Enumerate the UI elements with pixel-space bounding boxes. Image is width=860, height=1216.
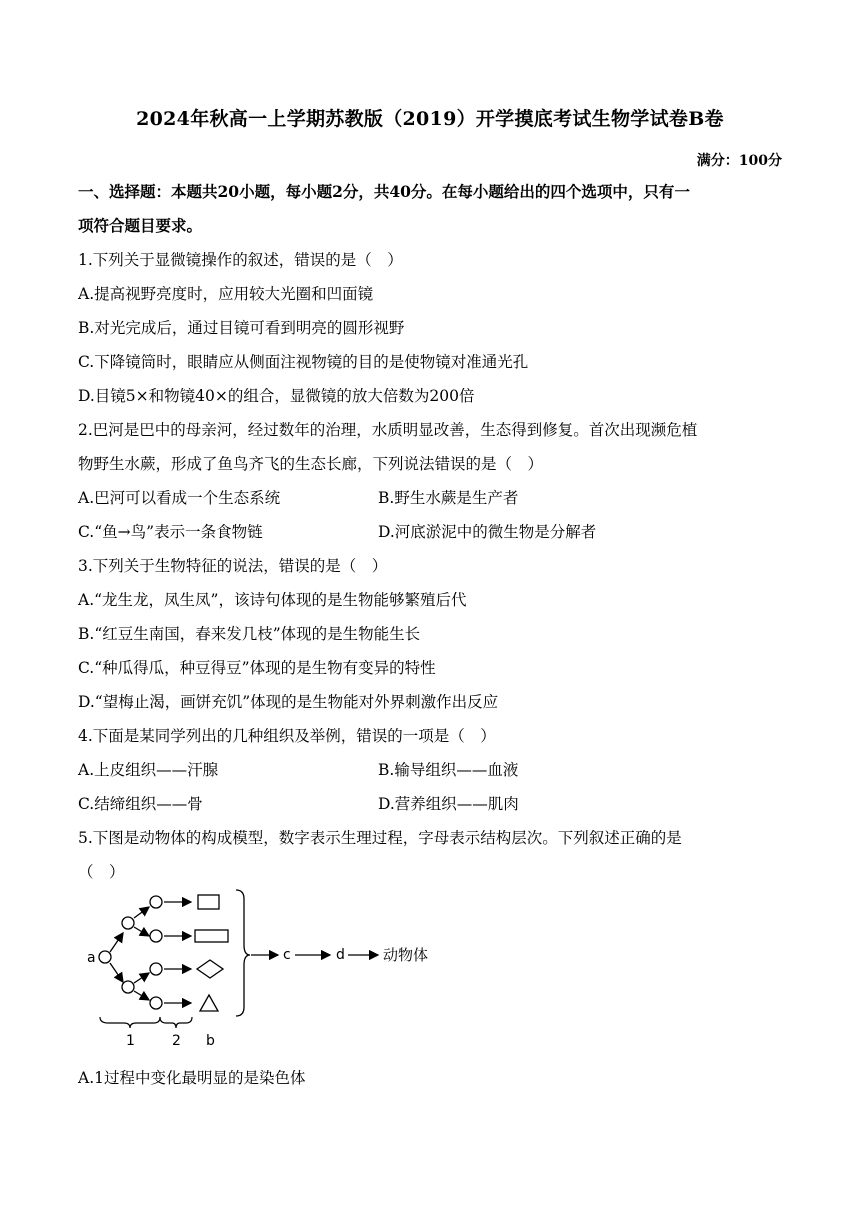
label-c: c (283, 947, 291, 963)
cell-circle (150, 963, 162, 975)
bracket-2 (160, 1017, 192, 1028)
exam-title: 2024年秋高一上学期苏教版（2019）开学摸底考试生物学试卷B卷 (136, 108, 724, 130)
q1-option-c: C.下降镜筒时，眼睛应从侧面注视物镜的目的是使物镜对准通光孔 (78, 353, 529, 371)
q5-option-a: A.1过程中变化最明显的是染色体 (78, 1069, 306, 1087)
full-score: 满分：100分 (696, 153, 782, 169)
bracket-1 (100, 1017, 160, 1028)
q1-option-d: D.目镜5×和物镜40×的组合，显微镜的放大倍数为200倍 (78, 387, 475, 405)
q3-option-b: B.“红豆生南国，春来发几枝”体现的是生物能生长 (78, 625, 421, 643)
q3-option-a: A.“龙生龙，凤生凤”，该诗句体现的是生物能够繁殖后代 (78, 591, 467, 609)
diamond-tissue-shape (197, 960, 223, 978)
q1-stem: 1.下列关于显微镜操作的叙述，错误的是（ ） (78, 251, 403, 269)
q4-stem: 4.下面是某同学列出的几种组织及举例，错误的一项是（ ） (78, 727, 496, 745)
q5-stem-line2: （ ） (78, 863, 125, 881)
q3-stem: 3.下列关于生物特征的说法，错误的是（ ） (78, 557, 388, 575)
q1-option-a: A.提高视野亮度时，应用较大光圈和凹面镜 (78, 285, 374, 303)
q3-option-d: D.“望梅止渴，画饼充饥”体现的是生物能对外界刺激作出反应 (78, 693, 499, 711)
q5-stem-line1: 5.下图是动物体的构成模型，数字表示生理过程，字母表示结构层次。下列叙述正确的是 (78, 829, 682, 847)
cell-circle (122, 981, 134, 993)
cell-circle (99, 951, 111, 963)
label-b: b (206, 1033, 215, 1049)
cell-circle (150, 997, 162, 1009)
section-heading-line2: 项符合题目要求。 (78, 216, 203, 235)
triangle-tissue-shape (200, 995, 218, 1011)
q4-option-a: A.上皮组织——汗腺 (78, 761, 219, 779)
q3-option-c: C.“种瓜得瓜，种豆得豆”体现的是生物有变异的特性 (78, 659, 436, 677)
q2-option-d: D.河底淤泥中的微生物是分解者 (378, 523, 597, 541)
q2-option-b: B.野生水蕨是生产者 (378, 489, 519, 507)
q2-stem-line2: 物野生水蕨，形成了鱼鸟齐飞的生态长廊，下列说法错误的是（ ） (78, 455, 544, 473)
square-tissue-shape (198, 895, 219, 909)
q4-option-b: B.输导组织——血液 (378, 761, 519, 779)
rectangle-tissue-shape (195, 930, 228, 942)
q4-option-d: D.营养组织——肌肉 (378, 795, 519, 813)
label-1: 1 (126, 1033, 135, 1049)
cell-circle (150, 896, 162, 908)
right-brace (236, 890, 250, 1016)
q2-option-a: A.巴河可以看成一个生态系统 (78, 489, 281, 507)
q4-option-c: C.结缔组织——骨 (78, 795, 203, 813)
cell-circle (122, 917, 134, 929)
q2-stem-line1: 2.巴河是巴中的母亲河，经过数年的治理，水质明显改善，生态得到修复。首次出现濒危植 (78, 421, 698, 439)
label-d: d (336, 947, 345, 963)
label-animal: 动物体 (383, 946, 429, 964)
cell-circle (150, 930, 162, 942)
q1-option-b: B.对光完成后，通过目镜可看到明亮的圆形视野 (78, 319, 405, 337)
animal-structure-diagram (78, 885, 458, 1055)
label-a: a (87, 950, 96, 966)
q2-option-c: C.“鱼→鸟”表示一条食物链 (78, 523, 263, 541)
section-heading-line1: 一、选择题：本题共20小题，每小题2分，共40分。在每小题给出的四个选项中，只有一 (78, 182, 690, 201)
label-2: 2 (172, 1033, 181, 1049)
